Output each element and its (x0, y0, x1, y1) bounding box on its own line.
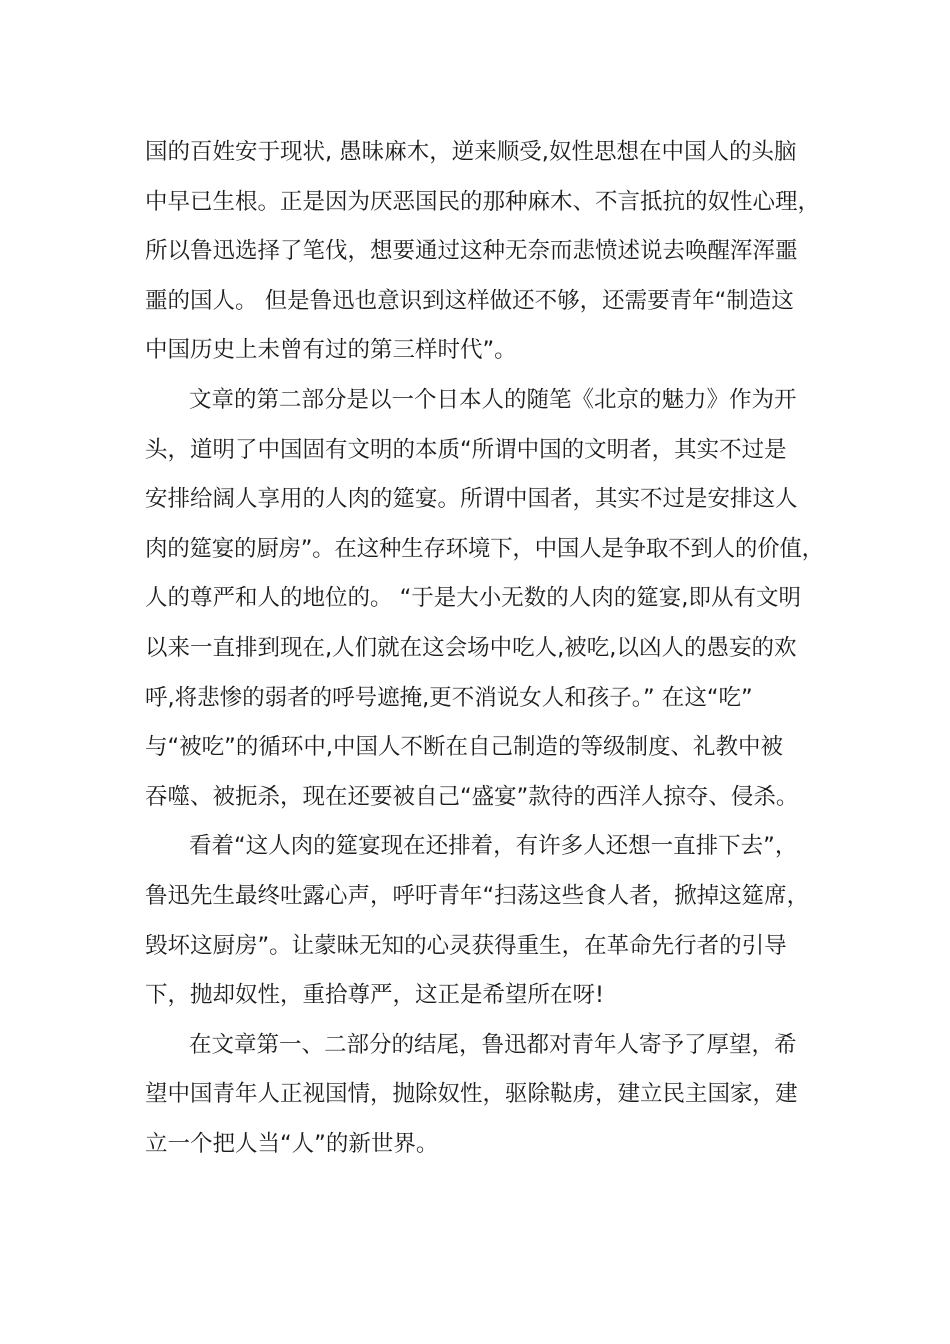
text-line: 鲁迅先生最终吐露心声，呼吁青年“扫荡这些食人者，掀掉这筵席， (145, 882, 810, 909)
text-line: 下，抛却奴性，重拾尊严，这正是希望所在呀! (145, 982, 605, 1009)
text-line: 中早已生根。正是因为厌恶国民的那种麻木、不言抵抗的奴性心理， (145, 188, 821, 215)
text-line: 噩的国人。 但是鲁迅也意识到这样做还不够，还需要青年“制造这 (145, 287, 794, 314)
paragraph-first-line: 看着“这人肉的筵宴现在还排着，有许多人还想一直排下去”， (189, 833, 798, 860)
text-line: 吞噬、被扼杀，现在还要被自己“盛宴”款待的西洋人掠夺、侵杀。 (145, 783, 799, 810)
text-line: 中国历史上未曾有过的第三样时代”。 (145, 337, 517, 364)
text-line: 望中国青年人正视国情，抛除奴性，驱除鞑虏，建立民主国家，建 (145, 1081, 798, 1108)
text-line: 呼,将悲惨的弱者的呼号遮掩,更不消说女人和孩子。” 在这“吃” (145, 684, 753, 711)
text-line: 国的百姓安于现状, 愚昧麻木，逆来顺受,奴性思想在中国人的头脑 (145, 139, 797, 165)
text-line: 人的尊严和人的地位的。 “于是大小无数的人肉的筵宴,即从有文明 (145, 585, 801, 612)
text-line: 以来一直排到现在,人们就在这会场中吃人,被吃,以凶人的愚妄的欢 (145, 634, 797, 661)
document-body (145, 128, 825, 1169)
text-line: 毁坏这厨房”。让蒙昧无知的心灵获得重生，在革命先行者的引导 (145, 932, 787, 959)
text-line: 所以鲁迅选择了笔伐，想要通过这种无奈而悲愤述说去唤醒浑浑噩 (145, 238, 798, 265)
text-line: 与“被吃”的循环中,中国人不断在自己制造的等级制度、礼教中被 (145, 734, 783, 761)
text-line: 头，道明了中国固有文明的本质“所谓中国的文明者，其实不过是 (145, 436, 787, 463)
text-line: 肉的筵宴的厨房”。在这种生存环境下，中国人是争取不到人的价值， (145, 535, 824, 562)
text-line: 立一个把人当“人”的新世界。 (145, 1130, 439, 1157)
paragraph-first-line: 文章的第二部分是以一个日本人的随笔《北京的魅力》作为开 (189, 386, 797, 413)
paragraph-first-line: 在文章第一、二部分的结尾，鲁迅都对青年人寄予了厚望，希 (189, 1031, 797, 1058)
text-line: 安排给阔人享用的人肉的筵宴。所谓中国者，其实不过是安排这人 (145, 486, 798, 513)
